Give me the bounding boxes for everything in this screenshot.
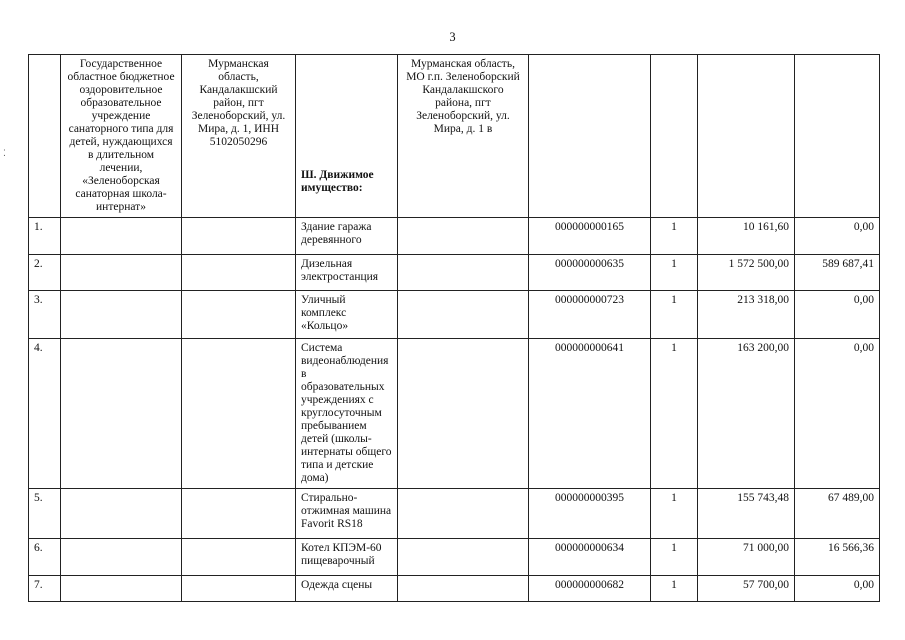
row-book-value: 57 700,00 xyxy=(698,576,795,602)
row-property-address xyxy=(398,218,529,255)
row-book-value: 1 572 500,00 xyxy=(698,255,795,291)
row-residual-value: 0,00 xyxy=(795,339,880,489)
row-property-name: Здание гаража деревянного xyxy=(296,218,398,255)
row-quantity: 1 xyxy=(651,339,698,489)
row-property-address xyxy=(398,339,529,489)
row-number: 2. xyxy=(29,255,61,291)
row-inventory-number: 000000000634 xyxy=(529,539,651,576)
row-property-name: Уличный комплекс «Кольцо» xyxy=(296,291,398,339)
margin-mark: ⁚ xyxy=(3,148,6,158)
row-quantity: 1 xyxy=(651,218,698,255)
header-residual-cell xyxy=(795,55,880,218)
section-title-cell: Ш. Движимое имущество: xyxy=(296,55,398,218)
row-organization xyxy=(61,255,182,291)
header-inventory-cell xyxy=(529,55,651,218)
row-inventory-number: 000000000723 xyxy=(529,291,651,339)
table-row xyxy=(29,539,880,576)
row-property-address xyxy=(398,539,529,576)
table-row xyxy=(29,576,880,602)
row-residual-value: 589 687,41 xyxy=(795,255,880,291)
table-row xyxy=(29,339,880,489)
row-inventory-number: 000000000635 xyxy=(529,255,651,291)
row-organization-address xyxy=(182,218,296,255)
page-number: 3 xyxy=(449,30,456,44)
row-organization xyxy=(61,489,182,539)
row-property-address xyxy=(398,291,529,339)
row-organization-address xyxy=(182,539,296,576)
row-quantity: 1 xyxy=(651,489,698,539)
row-organization-address xyxy=(182,291,296,339)
row-number: 5. xyxy=(29,489,61,539)
row-organization xyxy=(61,339,182,489)
row-quantity: 1 xyxy=(651,291,698,339)
row-number: 7. xyxy=(29,576,61,602)
row-property-address xyxy=(398,255,529,291)
row-book-value: 71 000,00 xyxy=(698,539,795,576)
row-residual-value: 0,00 xyxy=(795,218,880,255)
row-book-value: 163 200,00 xyxy=(698,339,795,489)
property-registry-table xyxy=(28,54,880,602)
row-organization-address xyxy=(182,339,296,489)
row-number: 4. xyxy=(29,339,61,489)
row-organization xyxy=(61,539,182,576)
row-book-value: 155 743,48 xyxy=(698,489,795,539)
row-quantity: 1 xyxy=(651,255,698,291)
row-property-name: Котел КПЭМ-60 пищеварочный xyxy=(296,539,398,576)
row-book-value: 213 318,00 xyxy=(698,291,795,339)
header-cost-cell xyxy=(698,55,795,218)
row-residual-value: 0,00 xyxy=(795,291,880,339)
property-address-cell: Мурманская область, МО г.п. Зеленоборский Кандалакшского района, пгт Зеленоборский, ул. Мира, д. 1 в xyxy=(398,55,529,218)
row-inventory-number: 000000000682 xyxy=(529,576,651,602)
row-property-name: Система видеонаблюдения в образовательных учреждениях с круглосуточным пребыванием детей (школы-интернаты общего типа и детские дома) xyxy=(296,339,398,489)
row-organization xyxy=(61,576,182,602)
table-row xyxy=(29,489,880,539)
row-residual-value: 67 489,00 xyxy=(795,489,880,539)
organization-name-cell: Государственное областное бюджетное оздоровительное образовательное учреждение санаторного типа для детей, нуждающихся в длительном лечении, «Зеленоборская санаторная школа-интернат» xyxy=(61,55,182,218)
row-organization-address xyxy=(182,576,296,602)
row-quantity: 1 xyxy=(651,576,698,602)
row-number: 1. xyxy=(29,218,61,255)
row-organization xyxy=(61,291,182,339)
row-residual-value: 0,00 xyxy=(795,576,880,602)
table-row xyxy=(29,255,880,291)
row-property-address xyxy=(398,489,529,539)
row-number: 3. xyxy=(29,291,61,339)
row-property-name: Одежда сцены xyxy=(296,576,398,602)
row-property-name: Стирально-отжимная машина Favorit RS18 xyxy=(296,489,398,539)
header-num-cell xyxy=(29,55,61,218)
row-inventory-number: 000000000395 xyxy=(529,489,651,539)
row-organization-address xyxy=(182,255,296,291)
organization-address-cell: Мурманская область, Кандалакшский район, пгт Зеленоборский, ул. Мира, д. 1, ИНН 5102050296 xyxy=(182,55,296,218)
row-property-name: Дизельная электростанция xyxy=(296,255,398,291)
row-inventory-number: 000000000165 xyxy=(529,218,651,255)
row-residual-value: 16 566,36 xyxy=(795,539,880,576)
row-organization xyxy=(61,218,182,255)
row-number: 6. xyxy=(29,539,61,576)
header-qty-cell xyxy=(651,55,698,218)
table-row xyxy=(29,218,880,255)
row-organization-address xyxy=(182,489,296,539)
row-quantity: 1 xyxy=(651,539,698,576)
table-row xyxy=(29,291,880,339)
table-header-row xyxy=(29,55,880,218)
row-book-value: 10 161,60 xyxy=(698,218,795,255)
row-property-address xyxy=(398,576,529,602)
row-inventory-number: 000000000641 xyxy=(529,339,651,489)
